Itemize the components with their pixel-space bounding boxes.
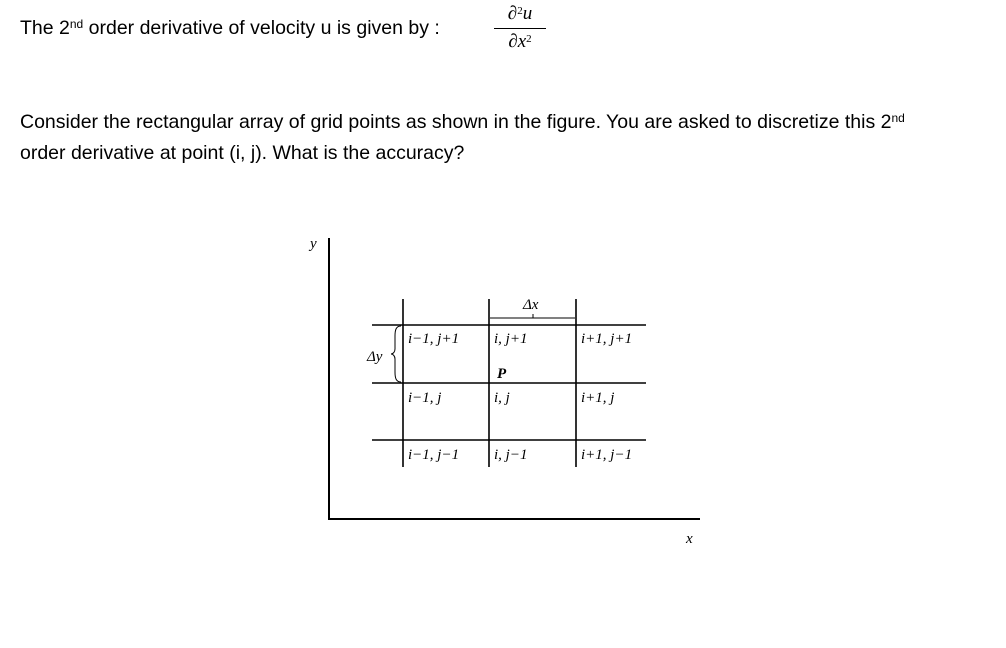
superscript-nd: nd [891,111,905,125]
denominator-exponent: 2 [526,33,532,45]
y-axis-label: y [310,236,317,252]
node-label: i, j [494,390,510,406]
dx-label: Δx [523,297,539,313]
superscript-nd: nd [69,17,84,31]
question-line-3: order derivative at point (i, j). What is the accuracy? [20,142,465,164]
denominator-variable: ∂x [508,31,527,52]
node-label: i, j+1 [494,331,528,347]
numerator-exponent: 2 [517,5,523,17]
dy-label: Δy [367,349,383,365]
question-text-part: Consider the rectangular array of grid points as shown in the figure. You are asked to discretize this 2 [20,111,892,133]
node-label: i+1, j [581,390,615,406]
node-label: i−1, j [408,390,442,406]
numerator-variable: u [522,3,533,24]
node-label: i−1, j−1 [408,447,460,463]
node-label: i−1, j+1 [408,331,460,347]
node-label: i+1, j−1 [581,447,633,463]
point-p-label: P [497,366,507,382]
node-label: i, j−1 [494,447,528,463]
dy-brace [391,326,401,382]
x-axis-label: x [686,531,693,547]
question-text-part: The 2 [20,17,70,39]
node-label: i+1, j+1 [581,331,633,347]
question-text-part: order derivative of velocity u is given by : [83,17,440,39]
partial-symbol: ∂ [507,3,518,24]
